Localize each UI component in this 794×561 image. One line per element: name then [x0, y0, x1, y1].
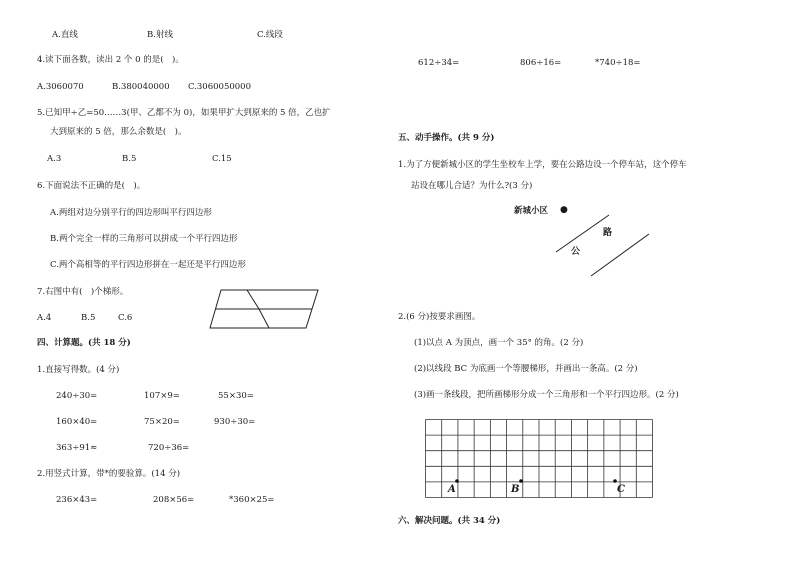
calc-item: 720÷36= [148, 443, 190, 453]
q7-option-c: C.6 [118, 313, 133, 323]
calc-item: 107×9= [144, 391, 180, 401]
q7-option-b: B.5 [81, 313, 96, 323]
neighborhood-point-icon: ● [560, 205, 568, 215]
section5-title: 五、动手操作。(共 9 分) [398, 133, 495, 143]
point-label-a: A [448, 484, 456, 495]
calc-item: 930÷30= [214, 417, 256, 427]
vertical-calc-item: 236×43= [56, 495, 98, 505]
point-label-c: C [617, 484, 625, 495]
q6-stem: 6.下面说法不正确的是( )。 [37, 181, 146, 191]
section5-q2-item-3: (3)画一条线段，把所画梯形分成一个三角形和一个平行四边形。(2 分) [414, 390, 679, 400]
map-label-xincheng: 新城小区 [514, 206, 549, 216]
section4-part2-title: 2.用竖式计算，带*的要验算。(14 分) [37, 469, 181, 479]
vertical-calc-item: 806÷16= [520, 58, 562, 68]
road-label-lu: 路 [603, 228, 613, 238]
q4-option-c: C.3060050000 [188, 82, 251, 92]
q5-option-b: B.5 [122, 154, 137, 164]
q7-stem: 7.右图中有( )个梯形。 [37, 287, 129, 297]
point-label-b: B [511, 484, 520, 495]
calc-item: 240÷30= [56, 391, 98, 401]
section4-part1-title: 1.直接写得数。(4 分) [37, 365, 120, 375]
section5-q2-item-1: (1)以点 A 为顶点，画一个 35° 的角。(2 分) [414, 338, 584, 348]
q3-option-c: C.线段 [257, 30, 283, 40]
q4-stem: 4.读下面各数，读出 2 个 0 的是( )。 [37, 55, 184, 65]
section5-q2-item-2: (2)以线段 BC 为底画一个等腰梯形，并画出一条高。(2 分) [414, 364, 638, 374]
calc-item: 363÷91≈ [56, 443, 98, 453]
section5-q1-line1: 1.为了方便新城小区的学生坐校车上学，要在公路边设一个停车站，这个停车 [398, 160, 687, 170]
point-a-dot [455, 479, 459, 483]
q3-option-a: A.直线 [52, 30, 78, 40]
vertical-calc-item: *740÷18= [595, 58, 641, 68]
section6-title: 六、解决问题。(共 34 分) [398, 516, 501, 526]
q7-trapezoid-figure [209, 289, 319, 329]
q5-line2: 大到原来的 5 倍，那么余数是( )。 [50, 127, 187, 137]
point-c-dot [613, 479, 617, 483]
q5-option-a: A.3 [47, 154, 62, 164]
vertical-calc-item: 612÷34= [418, 58, 460, 68]
q5-line1: 5.已知甲÷乙=50……3(甲、乙都不为 0)，如果甲扩大到原来的 5 倍，乙也扩 [37, 108, 331, 118]
section4-title: 四、计算题。(共 18 分) [37, 338, 131, 348]
q4-option-b: B.380040000 [112, 82, 170, 92]
calc-item: 55×30= [218, 391, 254, 401]
road-figure [550, 214, 650, 278]
vertical-calc-item: *360×25= [229, 495, 275, 505]
calc-item: 75×20= [144, 417, 180, 427]
section5-q1-line2: 站设在哪儿合适？为什么?(3 分) [411, 181, 533, 191]
point-b-dot [519, 479, 523, 483]
q7-option-a: A.4 [37, 313, 52, 323]
q6-option-a: A.两组对边分别平行的四边形叫平行四边形 [50, 208, 212, 218]
road-label-gong: 公 [571, 247, 581, 257]
calc-item: 160×40= [56, 417, 98, 427]
vertical-calc-item: 208×56= [153, 495, 195, 505]
q5-option-c: C.15 [212, 154, 232, 164]
q4-option-a: A.3060070 [37, 82, 84, 92]
section5-q2-title: 2.(6 分)按要求画图。 [398, 312, 481, 322]
q3-option-b: B.射线 [147, 30, 173, 40]
q6-option-b: B.两个完全一样的三角形可以拼成一个平行四边形 [50, 234, 238, 244]
q6-option-c: C.两个高相等的平行四边形拼在一起还是平行四边形 [50, 260, 246, 270]
